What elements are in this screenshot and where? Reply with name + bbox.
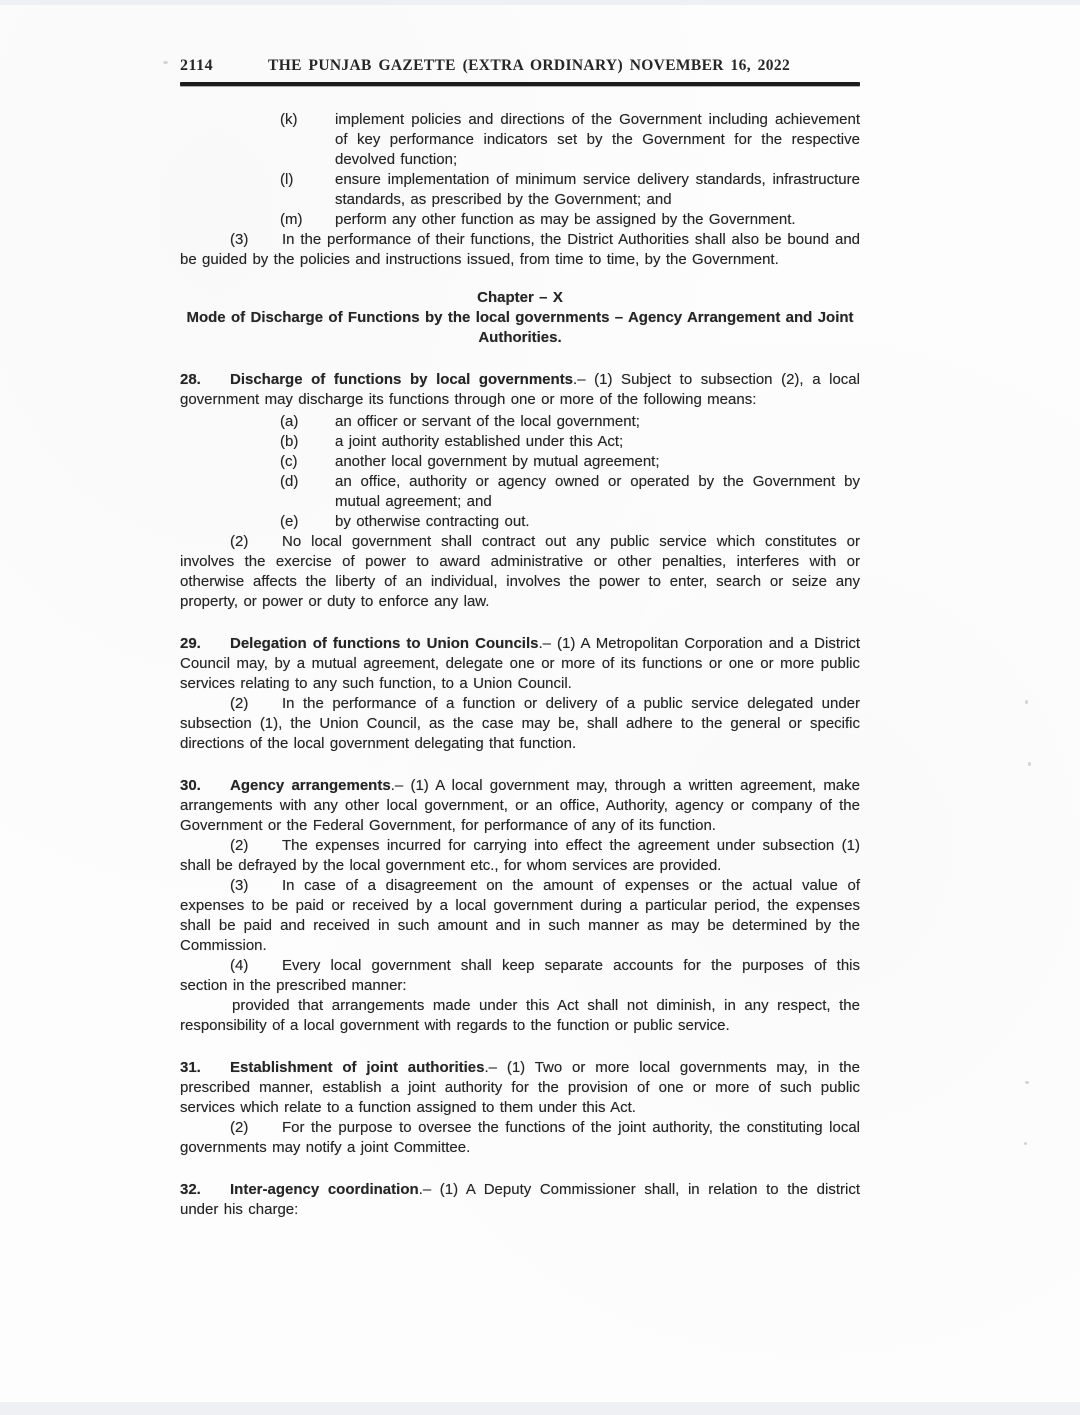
section-intro: .– (1) Subject to subsection (2), a local government may discharge its functions through one or more of the following means: [180,371,860,408]
list-item-text: ensure implementation of minimum service delivery standards, infrastructure standards, as prescribed by the Government; and [335,171,860,208]
chapter-title: Chapter – X [477,289,563,306]
scan-artifact [1025,700,1028,704]
scan-artifact [1024,1142,1027,1145]
header-rule [180,82,860,86]
list-item-label: (b) [280,433,299,450]
subsection-text: In the performance of a function or delivery of a public service delegated under subsection (1), the Union Council, as the case may be, shall adhere to the general or specific directions of the local government delegating that function. [180,695,860,752]
section-30-proviso: provided that arrangements made under this Act shall not diminish, in any respect, the responsibility of a local government with regards to the function or public service. [180,997,860,1034]
list-item-k [180,110,860,170]
page-header [180,57,860,75]
scan-edge-bottom [0,1402,1080,1415]
section-heading: Discharge of functions by local governments [230,371,574,388]
section-30-subsection-2 [180,836,860,876]
section-intro: .– (1) A Metropolitan Corporation and a District Council may, by a mutual agreement, delegate one or more of its functions or one or more public services relating to any such function, to a Union Council. [180,635,860,692]
section-number: 28. [180,371,201,388]
list-item-text: a joint authority established under this Act; [335,433,624,450]
list-item-text: perform any other function as may be assigned by the Government. [335,211,796,228]
subsection-label: (4) [230,957,249,974]
chapter-subtitle: Mode of Discharge of Functions by the local governments – Agency Arrangement and Joint Authorities. [186,309,854,346]
document-body [180,110,860,1220]
list-item-label: (m) [280,211,303,228]
subsection-label: (2) [230,837,249,854]
list-item-c [180,452,860,472]
page-number: 2114 [180,57,214,74]
list-item-text: an office, authority or agency owned or operated by the Government by mutual agreement; and [335,473,860,510]
list-item-label: (c) [280,453,298,470]
list-item-label: (e) [280,513,299,530]
subsection-text: Every local government shall keep separate accounts for the purposes of this section in the prescribed manner: [180,957,860,994]
section-30-subsection-3 [180,876,860,956]
section-number: 30. [180,777,201,794]
list-item-b [180,432,860,452]
subsection-text: In case of a disagreement on the amount of expenses or the actual value of expenses to be paid or received by a local government during a particular period, the expenses shall be paid and received in such amount and in such manner as may be determined by the Commission. [180,877,860,954]
list-item-label: (l) [280,171,294,188]
subsection-text: In the performance of their functions, the District Authorities shall also be bound and be guided by the policies and instructions issued, from time to time, by the Government. [180,231,860,268]
section-32 [180,1180,860,1220]
list-item-l [180,170,860,210]
scan-edge-top [0,0,1080,5]
section-heading: Agency arrangements [230,777,391,794]
section-28-subsection-2 [180,532,860,612]
subsection-label: (2) [230,695,249,712]
section-29-subsection-2 [180,694,860,754]
gazette-title: THE PUNJAB GAZETTE (EXTRA ORDINARY) NOVEMBER 16, 2022 [268,57,791,74]
section-30 [180,776,860,836]
list-item-text: an officer or servant of the local government; [335,413,640,430]
section-intro: .– (1) A Deputy Commissioner shall, in relation to the district under his charge: [180,1181,861,1218]
scan-artifact [163,61,168,64]
list-item-text: another local government by mutual agreement; [335,453,660,470]
list-item-label: (k) [280,111,298,128]
scan-artifact [1028,762,1031,766]
subsection-label: (2) [230,1119,249,1136]
section-29 [180,634,860,694]
scan-artifact [1025,1081,1029,1084]
subsection-label: (2) [230,533,249,550]
list-item-m [180,210,860,230]
section-heading: Inter-agency coordination [230,1181,419,1198]
section-intro: .– (1) A local government may, through a written agreement, make arrangements with any other local government, or an office, Authority, agency or company of the Government or the Federal Government, for performance of any of its function. [180,777,860,834]
section-28 [180,370,860,410]
section-31 [180,1058,860,1118]
section-number: 32. [180,1181,201,1198]
subsection-3-paragraph [180,230,860,270]
subsection-text: For the purpose to oversee the functions of the joint authority, the constituting local governments may notify a joint Committee. [180,1119,860,1156]
section-heading: Establishment of joint authorities [230,1059,485,1076]
section-31-subsection-2 [180,1118,860,1158]
list-item-text: by otherwise contracting out. [335,513,530,530]
subsection-label: (3) [230,877,249,894]
list-item-a [180,412,860,432]
section-number: 31. [180,1059,201,1076]
section-intro: .– (1) Two or more local governments may, in the prescribed manner, establish a joint authority for the provision of one or more of such public services which relate to a function assigned to them under this Act. [180,1059,860,1116]
list-item-d [180,472,860,512]
list-item-label: (d) [280,473,299,490]
section-heading: Delegation of functions to Union Councils [230,635,539,652]
chapter-heading [180,288,860,348]
subsection-text: The expenses incurred for carrying into effect the agreement under subsection (1) shall be defrayed by the local government etc., for whom services are provided. [180,837,860,874]
list-item-label: (a) [280,413,299,430]
list-item-e [180,512,860,532]
subsection-text: No local government shall contract out any public service which constitutes or involves the exercise of power to award administrative or other penalties, interferes with or otherwise affects the liberty of an individual, involves the power to enter, search or seize any property, or power or duty to enforce any law. [180,533,860,610]
subsection-label: (3) [230,231,249,248]
section-number: 29. [180,635,201,652]
list-item-text: implement policies and directions of the Government including achievement of key performance indicators set by the Government for the respective devolved function; [335,111,860,168]
section-30-subsection-4 [180,956,860,996]
